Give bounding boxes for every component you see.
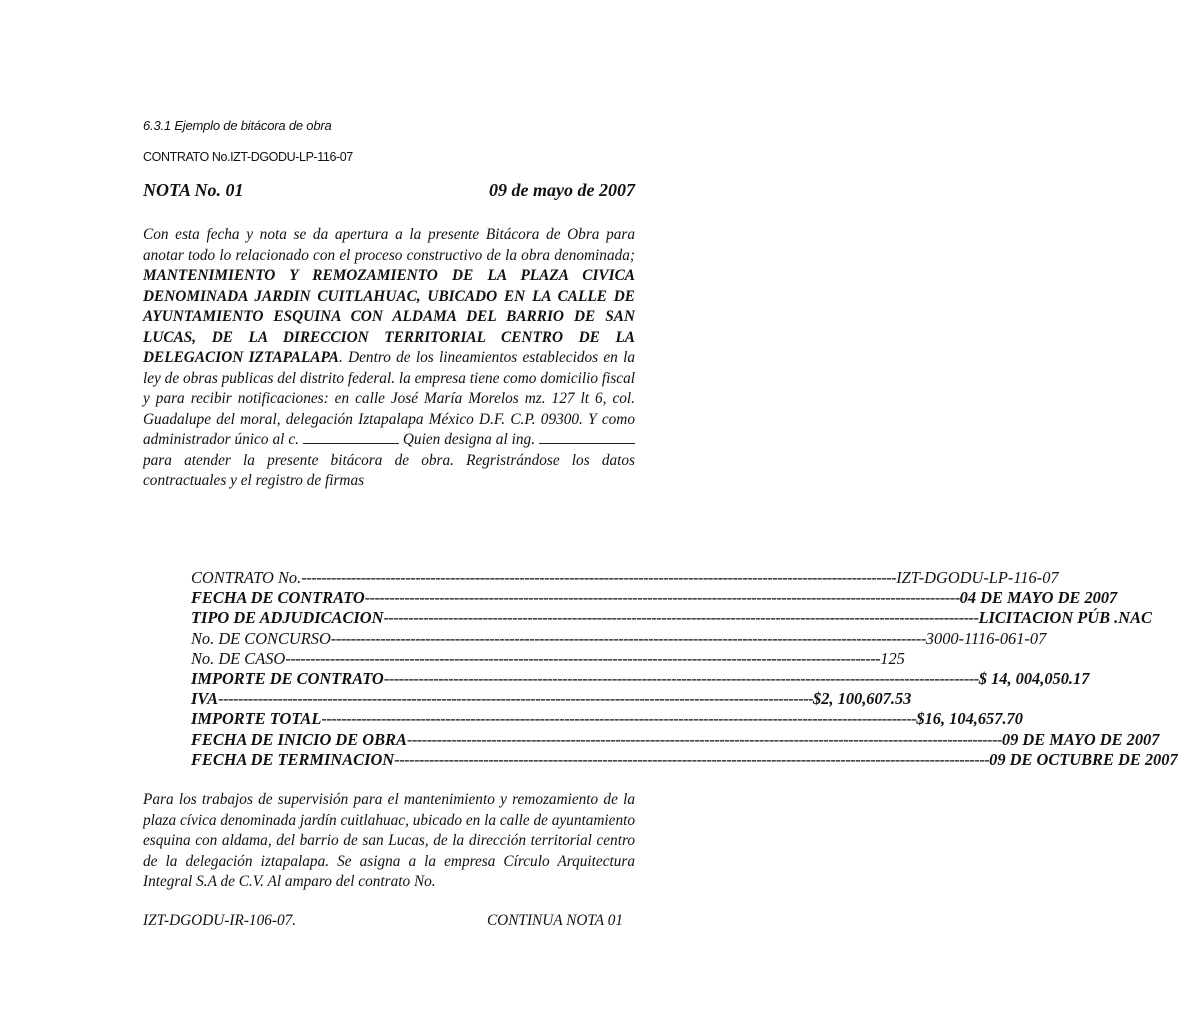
contract-number-heading: CONTRATO No.IZT-DGODU-LP-116-07 (143, 150, 353, 164)
contract-table-row (191, 689, 912, 709)
dotted-leader: ------------------------------------------------------------------------------------------------------------------------ (285, 648, 881, 668)
contract-field-label: No. DE CONCURSO (191, 628, 331, 648)
nota-date: 09 de mayo de 2007 (489, 180, 635, 200)
paragraph-text: Quien designa al ing. (398, 431, 539, 448)
opening-paragraph (143, 225, 635, 492)
paragraph-text: Con esta fecha y nota se da apertura a la presente Bitácora de Obra para anotar todo lo relacionado con el proceso constructivo de la obra denominada; (143, 226, 635, 264)
contract-field-value: $2, 100,607.53 (813, 689, 912, 709)
contract-field-label: TIPO DE ADJUDICACION (191, 608, 384, 628)
dotted-leader: ------------------------------------------------------------------------------------------------------------------------ (364, 588, 960, 608)
contract-field-value: 04 DE MAYO DE 2007 (959, 588, 1118, 608)
contract-field-value: 125 (880, 648, 905, 668)
dotted-leader: ------------------------------------------------------------------------------------------------------------------------ (330, 628, 926, 648)
engineer-blank (539, 433, 635, 444)
contract-field-label: FECHA DE INICIO DE OBRA (191, 729, 407, 749)
contract-field-label: FECHA DE CONTRATO (191, 588, 365, 608)
contract-field-label: FECHA DE TERMINACION (191, 749, 395, 769)
paragraph-footer (143, 911, 635, 931)
continues-note: CONTINUA NOTA 01 (486, 912, 623, 929)
contract-field-label: IMPORTE TOTAL (191, 709, 322, 729)
contract-field-label: No. DE CASO (191, 648, 286, 668)
dotted-leader: ------------------------------------------------------------------------------------------------------------------------ (301, 568, 897, 587)
dotted-leader: ------------------------------------------------------------------------------------------------------------------------ (383, 608, 979, 628)
nota-number: NOTA No. 01 (143, 180, 244, 200)
dotted-leader: ------------------------------------------------------------------------------------------------------------------------ (321, 709, 917, 729)
dotted-leader: ------------------------------------------------------------------------------------------------------------------------ (218, 689, 814, 709)
contract-table-row (191, 608, 1152, 628)
contract-field-value: 3000-1116-061-07 (925, 628, 1047, 648)
dotted-leader: ------------------------------------------------------------------------------------------------------------------------ (406, 729, 1002, 749)
contract-table-row (191, 749, 1178, 770)
contract-table-row (191, 588, 1118, 608)
contract-table-row (191, 628, 1047, 649)
supervision-contract-ref: IZT-DGODU-IR-106-07. (143, 912, 297, 929)
dotted-leader: ------------------------------------------------------------------------------------------------------------------------ (394, 749, 990, 769)
contract-field-label: IVA (191, 689, 219, 709)
contract-field-label: CONTRATO No. (191, 568, 302, 587)
contract-field-value: $ 14, 004,050.17 (978, 669, 1090, 689)
contract-field-value: 09 DE OCTUBRE DE 2007 (989, 749, 1178, 769)
contract-field-label: IMPORTE DE CONTRATO (191, 669, 384, 689)
contract-data-table (191, 568, 1178, 770)
contract-table-row (191, 568, 1059, 588)
contract-table-row (191, 729, 1160, 750)
administrator-blank (303, 433, 399, 444)
nota-header (143, 179, 635, 201)
contract-table-row (191, 709, 1023, 729)
contract-field-value: IZT-DGODU-LP-116-07 (896, 568, 1059, 587)
section-title: 6.3.1 Ejemplo de bitácora de obra (143, 118, 332, 133)
dotted-leader: ------------------------------------------------------------------------------------------------------------------------ (383, 669, 979, 689)
contract-table-row (191, 648, 905, 669)
paragraph-text: para atender la presente bitácora de obra. Regristrándose los datos contractuales y el registro de firmas (143, 451, 635, 489)
paragraph-text: . Dentro de los lineamientos establecidos en la ley de obras publicas del distrito federal. la empresa tiene como domicilio fiscal y para recibir notificaciones: en calle José María Morelos mz. 127 lt 6, col. Guadalupe del moral, delegación Iztapalapa México D.F. C.P. 09300. Y como administrador único al c. (143, 349, 636, 448)
project-name: MANTENIMIENTO Y REMOZAMIENTO DE LA PLAZA CIVICA DENOMINADA JARDIN CUITLAHUAC, UBICADO EN LA CALLE DE AYUNTAMIENTO ESQUINA CON ALDAMA DEL BARRIO DE SAN LUCAS, DE LA DIRECCION TERRITORIAL CENTRO DE LA DELEGACION IZTAPALAPA (143, 267, 635, 366)
contract-table-row (191, 669, 1090, 689)
contract-field-value: LICITACION PÚB .NAC (978, 608, 1152, 628)
contract-field-value: 09 DE MAYO DE 2007 (1001, 729, 1160, 749)
supervision-paragraph: Para los trabajos de supervisión para el mantenimiento y remozamiento de la plaza cívica denominada jardín cuitlahuac, ubicado en la calle de ayuntamiento esquina con aldama, del barrio de san Lucas, de la dirección territorial centro de la delegación iztapalapa. Se asigna a la empresa Círculo Arquitectura Integral S.A de C.V. Al amparo del contrato No. (143, 791, 635, 890)
contract-field-value: $16, 104,657.70 (916, 709, 1023, 729)
